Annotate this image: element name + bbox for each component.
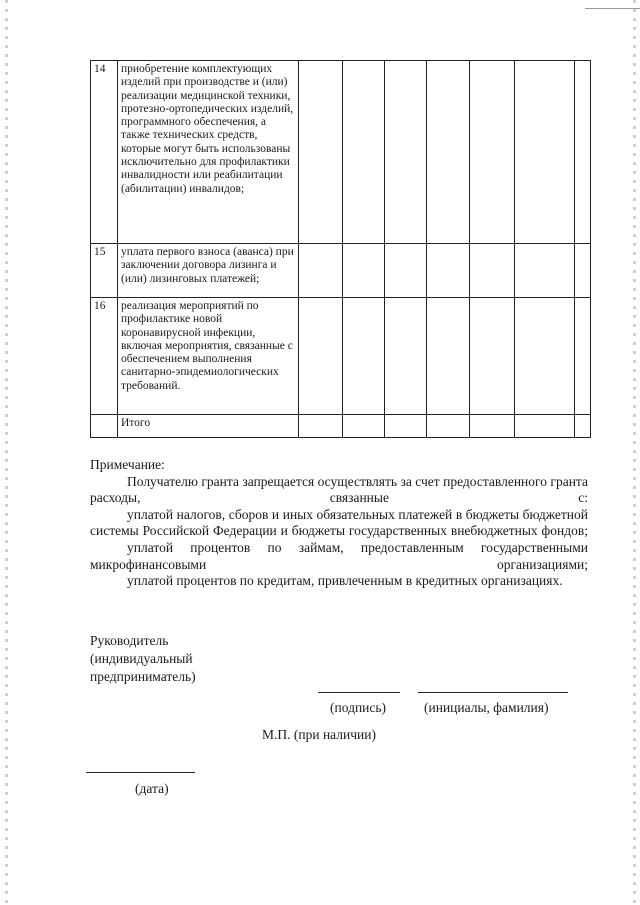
row-description: уплата первого взноса (аванса) при заключении договора лизинга и (или) лизинговых платежей;	[118, 244, 299, 298]
signature-line	[318, 692, 400, 693]
note-paragraph: уплатой процентов по кредитам, привлеченным в кредитных организациях.	[127, 573, 563, 589]
row-description: реализация мероприятий по профилактике новой коронавирусной инфекции, включая мероприятия, связанные с обеспечением выполнения санитарно-эпидемиологических требований.	[118, 298, 299, 415]
name-line	[418, 692, 568, 693]
total-row	[91, 415, 591, 438]
row-description: приобретение комплектующих изделий при производстве и (или) реализации медицинской техники, протезно-ортопедических изделий, программного обеспечения, а также технических средств, которые могут быть использованы исключительно для профилактики инвалидности или реабилитации (абилитации) инвалидов;	[118, 61, 299, 244]
table-row	[91, 298, 591, 415]
date-label: (дата)	[135, 781, 169, 796]
date-line	[86, 772, 195, 773]
table-row	[91, 244, 591, 298]
row-number: 15	[91, 244, 118, 298]
scan-edge-left	[5, 0, 8, 905]
note-paragraph: уплатой налогов, сборов и иных обязательных платежей в бюджеты бюджетной системы Российской Федерации и бюджеты государственных внебюджетных фондов;	[90, 506, 588, 539]
head-title	[90, 632, 196, 686]
note-paragraph: Получателю гранта запрещается осуществлять за счет предоставленного гранта расходы, связанные с:	[90, 473, 588, 506]
row-number: 14	[91, 61, 118, 244]
note-section	[90, 457, 588, 590]
head-line: предприниматель)	[90, 669, 196, 684]
name-label: (инициалы, фамилия)	[424, 700, 549, 715]
stamp-label: М.П. (при наличии)	[262, 727, 376, 742]
note-title: Примечание:	[90, 457, 165, 472]
note-paragraph: уплатой процентов по займам, предоставленным государственными микрофинансовыми организациями;	[90, 539, 588, 572]
scan-top-mark	[585, 8, 640, 9]
table-row	[91, 61, 591, 244]
head-line: Руководитель	[90, 633, 169, 648]
expense-table	[90, 60, 591, 438]
total-label: Итого	[118, 415, 299, 438]
signature-label: (подпись)	[330, 700, 387, 715]
scan-edge-right	[633, 0, 636, 905]
row-number: 16	[91, 298, 118, 415]
head-line: (индивидуальный	[90, 651, 193, 666]
